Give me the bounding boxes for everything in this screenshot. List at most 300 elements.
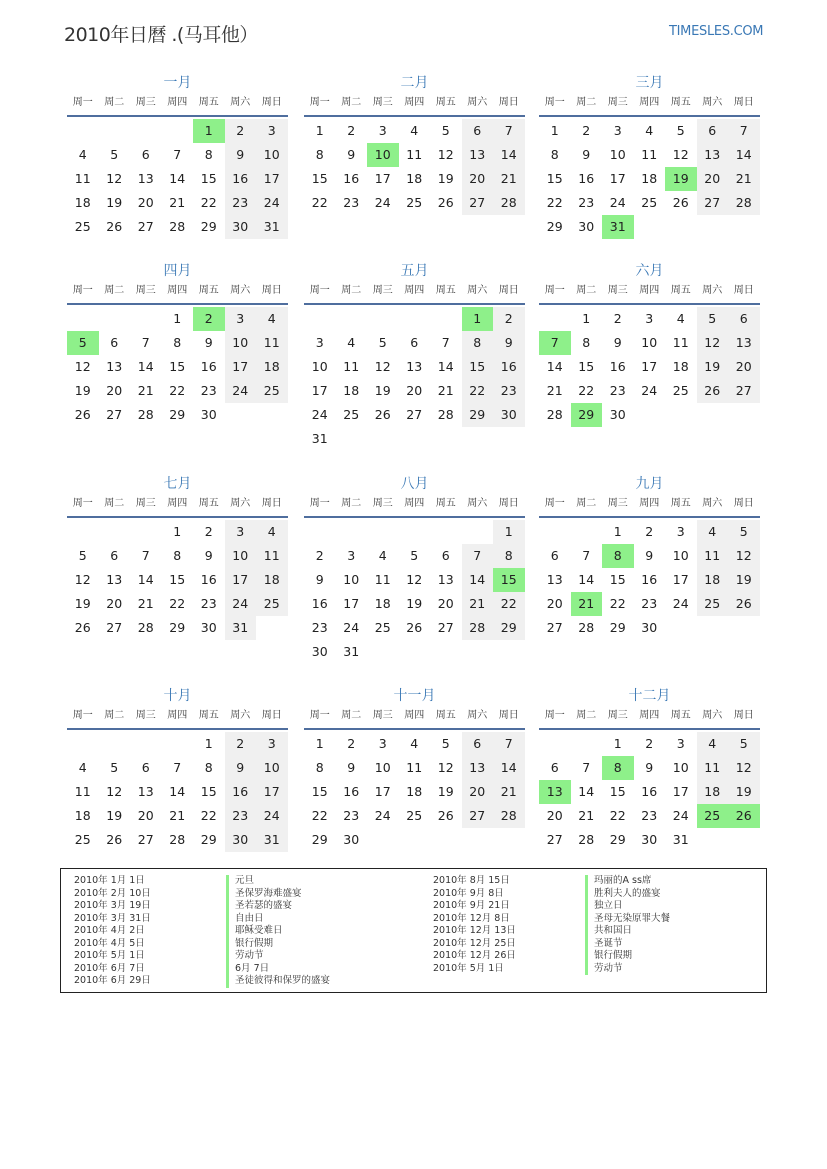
- day-cell[interactable]: 15: [169, 572, 186, 587]
- day-cell[interactable]: 31: [256, 215, 288, 239]
- day-cell[interactable]: 8: [550, 147, 559, 162]
- day-cell[interactable]: 11: [343, 359, 360, 374]
- day-cell[interactable]: 21: [578, 808, 595, 823]
- day-cell[interactable]: 23: [200, 383, 217, 398]
- day-cell[interactable]: 24: [374, 808, 391, 823]
- day-cell[interactable]: 26: [106, 219, 123, 234]
- day-cell[interactable]: 25: [672, 383, 689, 398]
- day-cell[interactable]: 15: [311, 784, 328, 799]
- day-cell[interactable]: 22: [462, 379, 494, 403]
- day-cell[interactable]: 24: [256, 804, 288, 828]
- day-cell[interactable]: 12: [106, 784, 123, 799]
- day-cell[interactable]: 8: [204, 147, 213, 162]
- day-cell[interactable]: 12: [437, 760, 454, 775]
- day-cell[interactable]: 4: [256, 520, 288, 544]
- day-cell[interactable]: 20: [462, 167, 494, 191]
- day-cell[interactable]: 11: [74, 784, 91, 799]
- day-cell[interactable]: 18: [256, 568, 288, 592]
- day-cell[interactable]: 12: [728, 544, 760, 568]
- day-cell[interactable]: 29: [609, 832, 626, 847]
- day-cell[interactable]: 11: [406, 147, 423, 162]
- day-cell[interactable]: 12: [728, 756, 760, 780]
- day-cell[interactable]: 25: [641, 195, 658, 210]
- day-cell[interactable]: 26: [406, 620, 423, 635]
- day-cell[interactable]: 24: [672, 808, 689, 823]
- day-cell[interactable]: 4: [78, 760, 87, 775]
- day-cell[interactable]: 17: [672, 572, 689, 587]
- day-cell[interactable]: 12: [106, 171, 123, 186]
- day-cell[interactable]: 20: [106, 383, 123, 398]
- day-cell[interactable]: 3: [613, 123, 622, 138]
- day-cell[interactable]: 6: [110, 548, 119, 563]
- day-cell[interactable]: 1: [173, 311, 182, 326]
- day-cell[interactable]: 18: [697, 780, 729, 804]
- day-cell[interactable]: 25: [256, 379, 288, 403]
- day-cell[interactable]: 20: [137, 808, 154, 823]
- day-cell[interactable]: 17: [225, 568, 257, 592]
- day-cell[interactable]: 16: [641, 572, 658, 587]
- day-cell[interactable]: 4: [645, 123, 654, 138]
- day-cell[interactable]: 21: [437, 383, 454, 398]
- day-cell[interactable]: 6: [697, 119, 729, 143]
- day-cell[interactable]: 19: [437, 784, 454, 799]
- day-cell[interactable]: 2: [225, 732, 257, 756]
- day-cell[interactable]: 13: [437, 572, 454, 587]
- day-cell[interactable]: 9: [225, 756, 257, 780]
- day-cell[interactable]: 13: [462, 143, 494, 167]
- day-cell[interactable]: 28: [437, 407, 454, 422]
- day-cell[interactable]: 2: [645, 736, 654, 751]
- day-cell[interactable]: 9: [613, 335, 622, 350]
- day-cell[interactable]: 24: [343, 620, 360, 635]
- day-cell[interactable]: 1: [613, 736, 622, 751]
- day-cell[interactable]: 23: [641, 808, 658, 823]
- day-cell[interactable]: 7: [582, 548, 591, 563]
- day-cell[interactable]: 15: [200, 784, 217, 799]
- day-cell[interactable]: 6: [550, 548, 559, 563]
- day-cell[interactable]: 22: [546, 195, 563, 210]
- day-cell[interactable]: 14: [546, 359, 563, 374]
- day-cell[interactable]: 19: [374, 383, 391, 398]
- day-cell[interactable]: 20: [406, 383, 423, 398]
- day-cell[interactable]: 16: [343, 171, 360, 186]
- day-cell[interactable]: 10: [256, 143, 288, 167]
- day-cell[interactable]: 11: [672, 335, 689, 350]
- day-cell[interactable]: 10: [225, 544, 257, 568]
- day-cell[interactable]: 21: [137, 596, 154, 611]
- day-cell[interactable]: 6: [441, 548, 450, 563]
- day-cell[interactable]: 27: [106, 620, 123, 635]
- day-cell[interactable]: 3: [315, 335, 324, 350]
- holiday-day-cell[interactable]: 7: [539, 331, 571, 355]
- day-cell[interactable]: 4: [697, 520, 729, 544]
- day-cell[interactable]: 27: [462, 804, 494, 828]
- day-cell[interactable]: 4: [78, 147, 87, 162]
- day-cell[interactable]: 10: [343, 572, 360, 587]
- day-cell[interactable]: 5: [728, 520, 760, 544]
- day-cell[interactable]: 14: [578, 784, 595, 799]
- day-cell[interactable]: 28: [169, 832, 186, 847]
- day-cell[interactable]: 12: [672, 147, 689, 162]
- day-cell[interactable]: 12: [374, 359, 391, 374]
- day-cell[interactable]: 2: [493, 307, 525, 331]
- day-cell[interactable]: 10: [256, 756, 288, 780]
- day-cell[interactable]: 5: [728, 732, 760, 756]
- day-cell[interactable]: 26: [672, 195, 689, 210]
- day-cell[interactable]: 12: [697, 331, 729, 355]
- day-cell[interactable]: 30: [200, 620, 217, 635]
- day-cell[interactable]: 24: [311, 407, 328, 422]
- day-cell[interactable]: 14: [437, 359, 454, 374]
- day-cell[interactable]: 22: [609, 808, 626, 823]
- day-cell[interactable]: 17: [256, 167, 288, 191]
- day-cell[interactable]: 26: [106, 832, 123, 847]
- day-cell[interactable]: 27: [106, 407, 123, 422]
- day-cell[interactable]: 2: [347, 736, 356, 751]
- day-cell[interactable]: 28: [728, 191, 760, 215]
- day-cell[interactable]: 16: [609, 359, 626, 374]
- day-cell[interactable]: 9: [582, 147, 591, 162]
- day-cell[interactable]: 5: [78, 548, 87, 563]
- holiday-day-cell[interactable]: 1: [462, 307, 494, 331]
- day-cell[interactable]: 24: [225, 379, 257, 403]
- day-cell[interactable]: 25: [406, 808, 423, 823]
- day-cell[interactable]: 29: [169, 620, 186, 635]
- day-cell[interactable]: 17: [374, 784, 391, 799]
- day-cell[interactable]: 9: [204, 548, 213, 563]
- day-cell[interactable]: 19: [406, 596, 423, 611]
- day-cell[interactable]: 14: [169, 171, 186, 186]
- day-cell[interactable]: 16: [578, 171, 595, 186]
- day-cell[interactable]: 23: [343, 808, 360, 823]
- day-cell[interactable]: 8: [173, 548, 182, 563]
- day-cell[interactable]: 8: [462, 331, 494, 355]
- day-cell[interactable]: 6: [728, 307, 760, 331]
- day-cell[interactable]: 30: [609, 407, 626, 422]
- day-cell[interactable]: 26: [728, 592, 760, 616]
- day-cell[interactable]: 15: [169, 359, 186, 374]
- day-cell[interactable]: 20: [137, 195, 154, 210]
- day-cell[interactable]: 27: [406, 407, 423, 422]
- day-cell[interactable]: 12: [74, 359, 91, 374]
- day-cell[interactable]: 30: [578, 219, 595, 234]
- day-cell[interactable]: 19: [74, 383, 91, 398]
- day-cell[interactable]: 15: [462, 355, 494, 379]
- day-cell[interactable]: 8: [204, 760, 213, 775]
- day-cell[interactable]: 8: [493, 544, 525, 568]
- day-cell[interactable]: 14: [493, 756, 525, 780]
- day-cell[interactable]: 3: [256, 732, 288, 756]
- day-cell[interactable]: 18: [406, 171, 423, 186]
- day-cell[interactable]: 1: [173, 524, 182, 539]
- day-cell[interactable]: 2: [204, 524, 213, 539]
- day-cell[interactable]: 19: [437, 171, 454, 186]
- holiday-day-cell[interactable]: 19: [665, 167, 697, 191]
- day-cell[interactable]: 3: [225, 520, 257, 544]
- day-cell[interactable]: 26: [437, 195, 454, 210]
- day-cell[interactable]: 3: [676, 736, 685, 751]
- day-cell[interactable]: 27: [462, 191, 494, 215]
- day-cell[interactable]: 4: [378, 548, 387, 563]
- day-cell[interactable]: 30: [641, 832, 658, 847]
- day-cell[interactable]: 23: [493, 379, 525, 403]
- day-cell[interactable]: 23: [578, 195, 595, 210]
- holiday-day-cell[interactable]: 8: [602, 756, 634, 780]
- day-cell[interactable]: 18: [406, 784, 423, 799]
- day-cell[interactable]: 17: [311, 383, 328, 398]
- day-cell[interactable]: 19: [728, 568, 760, 592]
- day-cell[interactable]: 15: [311, 171, 328, 186]
- day-cell[interactable]: 16: [225, 780, 257, 804]
- day-cell[interactable]: 16: [200, 572, 217, 587]
- day-cell[interactable]: 23: [641, 596, 658, 611]
- day-cell[interactable]: 5: [676, 123, 685, 138]
- day-cell[interactable]: 12: [74, 572, 91, 587]
- day-cell[interactable]: 3: [378, 736, 387, 751]
- day-cell[interactable]: 4: [410, 123, 419, 138]
- day-cell[interactable]: 18: [343, 383, 360, 398]
- day-cell[interactable]: 5: [110, 760, 119, 775]
- day-cell[interactable]: 9: [315, 572, 324, 587]
- day-cell[interactable]: 12: [406, 572, 423, 587]
- day-cell[interactable]: 1: [493, 520, 525, 544]
- day-cell[interactable]: 16: [200, 359, 217, 374]
- day-cell[interactable]: 18: [74, 195, 91, 210]
- day-cell[interactable]: 19: [728, 780, 760, 804]
- holiday-day-cell[interactable]: 10: [367, 143, 399, 167]
- day-cell[interactable]: 11: [697, 756, 729, 780]
- day-cell[interactable]: 5: [441, 123, 450, 138]
- day-cell[interactable]: 21: [728, 167, 760, 191]
- day-cell[interactable]: 24: [672, 596, 689, 611]
- day-cell[interactable]: 3: [676, 524, 685, 539]
- day-cell[interactable]: 17: [641, 359, 658, 374]
- day-cell[interactable]: 19: [106, 808, 123, 823]
- day-cell[interactable]: 27: [697, 191, 729, 215]
- day-cell[interactable]: 29: [169, 407, 186, 422]
- day-cell[interactable]: 22: [200, 195, 217, 210]
- day-cell[interactable]: 15: [200, 171, 217, 186]
- day-cell[interactable]: 18: [374, 596, 391, 611]
- day-cell[interactable]: 8: [582, 335, 591, 350]
- day-cell[interactable]: 6: [550, 760, 559, 775]
- day-cell[interactable]: 15: [578, 359, 595, 374]
- day-cell[interactable]: 15: [546, 171, 563, 186]
- day-cell[interactable]: 14: [728, 143, 760, 167]
- day-cell[interactable]: 8: [315, 760, 324, 775]
- day-cell[interactable]: 25: [256, 592, 288, 616]
- day-cell[interactable]: 31: [343, 644, 360, 659]
- day-cell[interactable]: 7: [441, 335, 450, 350]
- day-cell[interactable]: 17: [374, 171, 391, 186]
- day-cell[interactable]: 11: [374, 572, 391, 587]
- day-cell[interactable]: 29: [546, 219, 563, 234]
- day-cell[interactable]: 7: [173, 760, 182, 775]
- day-cell[interactable]: 20: [728, 355, 760, 379]
- day-cell[interactable]: 28: [546, 407, 563, 422]
- day-cell[interactable]: 29: [462, 403, 494, 427]
- day-cell[interactable]: 27: [546, 620, 563, 635]
- day-cell[interactable]: 30: [225, 215, 257, 239]
- day-cell[interactable]: 26: [74, 407, 91, 422]
- day-cell[interactable]: 16: [225, 167, 257, 191]
- day-cell[interactable]: 24: [256, 191, 288, 215]
- day-cell[interactable]: 23: [609, 383, 626, 398]
- day-cell[interactable]: 26: [374, 407, 391, 422]
- day-cell[interactable]: 22: [609, 596, 626, 611]
- day-cell[interactable]: 20: [546, 808, 563, 823]
- day-cell[interactable]: 22: [311, 808, 328, 823]
- day-cell[interactable]: 27: [137, 832, 154, 847]
- day-cell[interactable]: 2: [613, 311, 622, 326]
- day-cell[interactable]: 4: [676, 311, 685, 326]
- day-cell[interactable]: 3: [225, 307, 257, 331]
- day-cell[interactable]: 26: [697, 379, 729, 403]
- day-cell[interactable]: 10: [641, 335, 658, 350]
- day-cell[interactable]: 4: [256, 307, 288, 331]
- day-cell[interactable]: 7: [141, 548, 150, 563]
- day-cell[interactable]: 18: [697, 568, 729, 592]
- day-cell[interactable]: 25: [74, 832, 91, 847]
- day-cell[interactable]: 1: [204, 736, 213, 751]
- day-cell[interactable]: 23: [311, 620, 328, 635]
- day-cell[interactable]: 24: [641, 383, 658, 398]
- day-cell[interactable]: 11: [74, 171, 91, 186]
- day-cell[interactable]: 21: [462, 592, 494, 616]
- holiday-day-cell[interactable]: 25: [697, 804, 729, 828]
- day-cell[interactable]: 25: [343, 407, 360, 422]
- day-cell[interactable]: 16: [311, 596, 328, 611]
- day-cell[interactable]: 28: [137, 407, 154, 422]
- day-cell[interactable]: 13: [546, 572, 563, 587]
- day-cell[interactable]: 3: [256, 119, 288, 143]
- day-cell[interactable]: 13: [728, 331, 760, 355]
- day-cell[interactable]: 25: [406, 195, 423, 210]
- day-cell[interactable]: 28: [493, 191, 525, 215]
- holiday-day-cell[interactable]: 2: [193, 307, 225, 331]
- day-cell[interactable]: 22: [311, 195, 328, 210]
- day-cell[interactable]: 31: [311, 431, 328, 446]
- holiday-day-cell[interactable]: 31: [602, 215, 634, 239]
- day-cell[interactable]: 2: [225, 119, 257, 143]
- day-cell[interactable]: 6: [141, 147, 150, 162]
- day-cell[interactable]: 14: [578, 572, 595, 587]
- day-cell[interactable]: 2: [582, 123, 591, 138]
- day-cell[interactable]: 22: [578, 383, 595, 398]
- day-cell[interactable]: 18: [256, 355, 288, 379]
- day-cell[interactable]: 18: [672, 359, 689, 374]
- day-cell[interactable]: 11: [641, 147, 658, 162]
- day-cell[interactable]: 10: [374, 760, 391, 775]
- day-cell[interactable]: 30: [343, 832, 360, 847]
- day-cell[interactable]: 16: [493, 355, 525, 379]
- day-cell[interactable]: 6: [110, 335, 119, 350]
- day-cell[interactable]: 18: [74, 808, 91, 823]
- day-cell[interactable]: 8: [315, 147, 324, 162]
- day-cell[interactable]: 23: [200, 596, 217, 611]
- day-cell[interactable]: 7: [173, 147, 182, 162]
- day-cell[interactable]: 1: [550, 123, 559, 138]
- day-cell[interactable]: 7: [493, 119, 525, 143]
- site-logo[interactable]: TIMESLES.COM: [669, 24, 764, 39]
- day-cell[interactable]: 20: [106, 596, 123, 611]
- day-cell[interactable]: 21: [169, 808, 186, 823]
- holiday-day-cell[interactable]: 21: [571, 592, 603, 616]
- day-cell[interactable]: 17: [609, 171, 626, 186]
- day-cell[interactable]: 7: [493, 732, 525, 756]
- holiday-day-cell[interactable]: 13: [539, 780, 571, 804]
- day-cell[interactable]: 1: [315, 123, 324, 138]
- day-cell[interactable]: 30: [225, 828, 257, 852]
- day-cell[interactable]: 17: [225, 355, 257, 379]
- day-cell[interactable]: 5: [441, 736, 450, 751]
- day-cell[interactable]: 6: [410, 335, 419, 350]
- day-cell[interactable]: 30: [200, 407, 217, 422]
- day-cell[interactable]: 29: [200, 219, 217, 234]
- day-cell[interactable]: 9: [225, 143, 257, 167]
- day-cell[interactable]: 14: [137, 359, 154, 374]
- day-cell[interactable]: 16: [343, 784, 360, 799]
- day-cell[interactable]: 10: [672, 548, 689, 563]
- holiday-day-cell[interactable]: 26: [728, 804, 760, 828]
- day-cell[interactable]: 20: [697, 167, 729, 191]
- day-cell[interactable]: 11: [406, 760, 423, 775]
- day-cell[interactable]: 21: [169, 195, 186, 210]
- day-cell[interactable]: 3: [645, 311, 654, 326]
- day-cell[interactable]: 9: [347, 147, 356, 162]
- day-cell[interactable]: 6: [141, 760, 150, 775]
- day-cell[interactable]: 27: [546, 832, 563, 847]
- day-cell[interactable]: 29: [200, 832, 217, 847]
- day-cell[interactable]: 7: [141, 335, 150, 350]
- day-cell[interactable]: 10: [609, 147, 626, 162]
- day-cell[interactable]: 17: [343, 596, 360, 611]
- day-cell[interactable]: 21: [493, 167, 525, 191]
- day-cell[interactable]: 31: [225, 616, 257, 640]
- day-cell[interactable]: 28: [578, 832, 595, 847]
- day-cell[interactable]: 2: [347, 123, 356, 138]
- day-cell[interactable]: 28: [137, 620, 154, 635]
- day-cell[interactable]: 29: [493, 616, 525, 640]
- day-cell[interactable]: 20: [546, 596, 563, 611]
- day-cell[interactable]: 4: [347, 335, 356, 350]
- day-cell[interactable]: 22: [493, 592, 525, 616]
- day-cell[interactable]: 9: [645, 548, 654, 563]
- day-cell[interactable]: 1: [582, 311, 591, 326]
- day-cell[interactable]: 14: [493, 143, 525, 167]
- day-cell[interactable]: 10: [225, 331, 257, 355]
- day-cell[interactable]: 2: [645, 524, 654, 539]
- day-cell[interactable]: 13: [406, 359, 423, 374]
- day-cell[interactable]: 16: [641, 784, 658, 799]
- day-cell[interactable]: 17: [256, 780, 288, 804]
- day-cell[interactable]: 25: [374, 620, 391, 635]
- day-cell[interactable]: 22: [200, 808, 217, 823]
- day-cell[interactable]: 11: [256, 544, 288, 568]
- day-cell[interactable]: 13: [137, 784, 154, 799]
- day-cell[interactable]: 11: [256, 331, 288, 355]
- day-cell[interactable]: 4: [410, 736, 419, 751]
- day-cell[interactable]: 28: [493, 804, 525, 828]
- day-cell[interactable]: 7: [582, 760, 591, 775]
- day-cell[interactable]: 12: [437, 147, 454, 162]
- day-cell[interactable]: 13: [462, 756, 494, 780]
- day-cell[interactable]: 24: [609, 195, 626, 210]
- day-cell[interactable]: 28: [578, 620, 595, 635]
- day-cell[interactable]: 11: [697, 544, 729, 568]
- day-cell[interactable]: 9: [204, 335, 213, 350]
- day-cell[interactable]: 5: [410, 548, 419, 563]
